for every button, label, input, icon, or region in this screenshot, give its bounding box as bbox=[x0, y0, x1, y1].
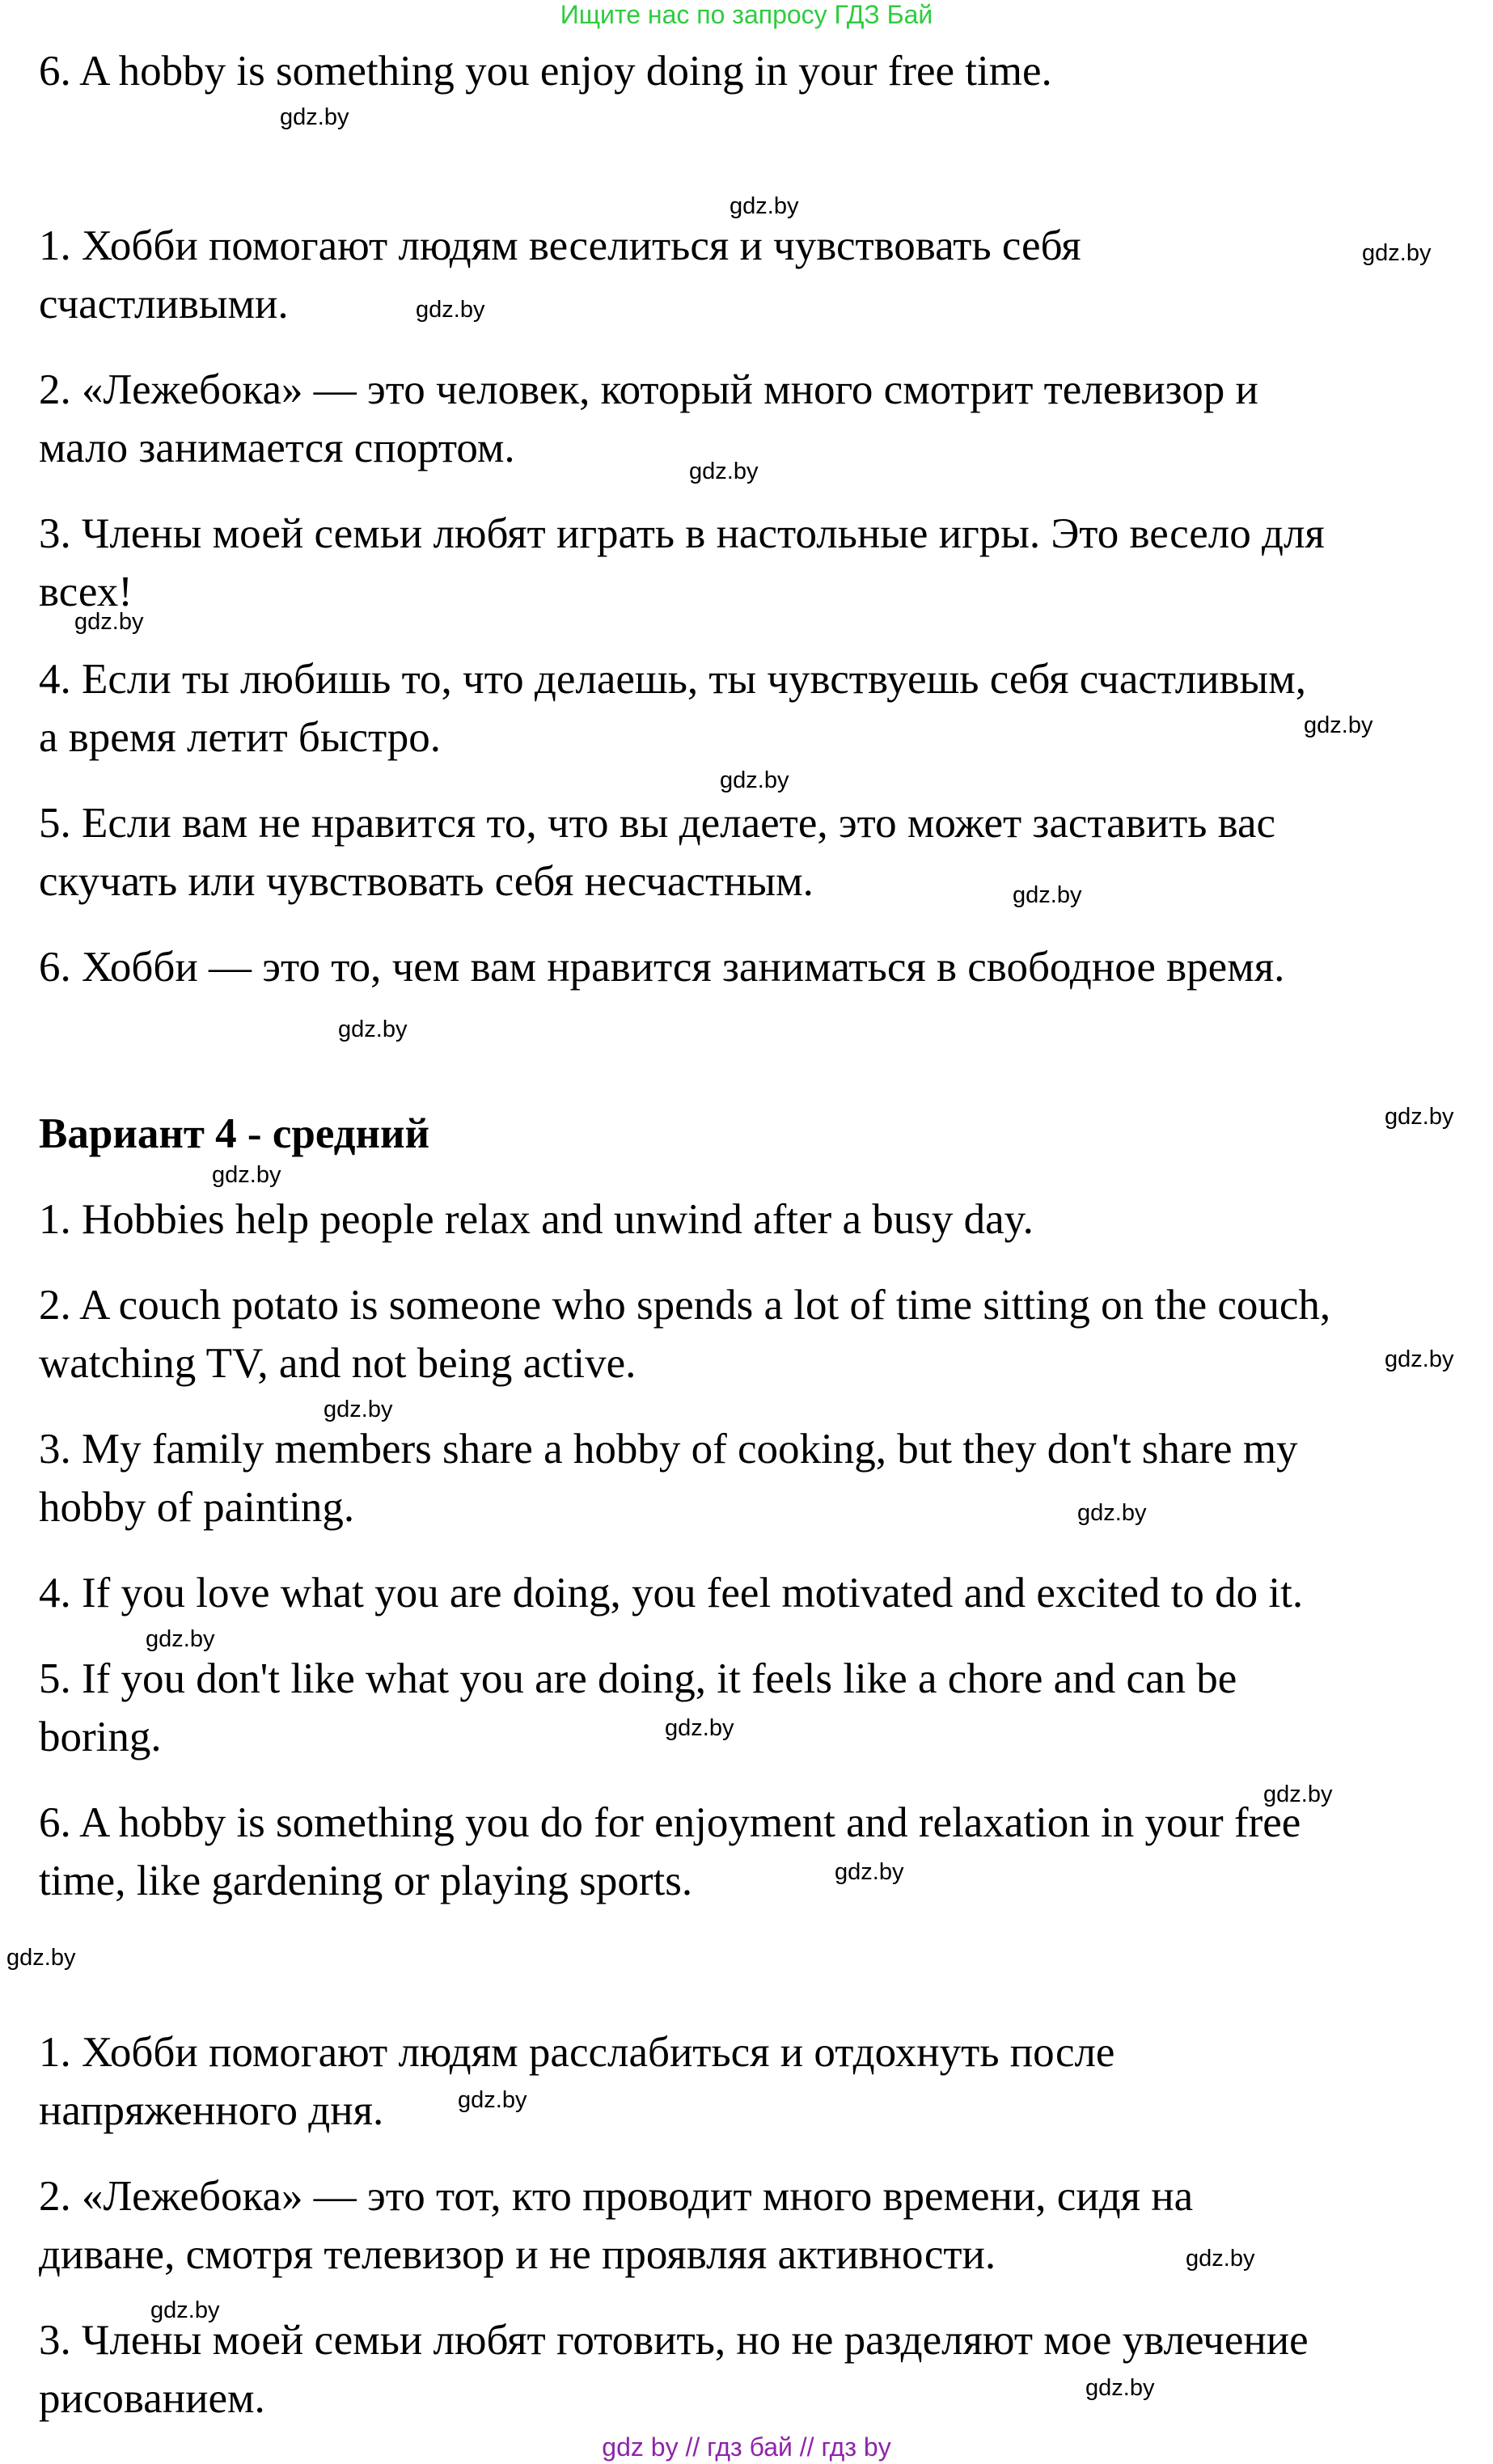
v4-ru-answer-1-line-2: напряженного дня. bbox=[39, 2087, 384, 2134]
watermark: gdz.by bbox=[280, 104, 349, 130]
ru-answer-6: 6. Хобби — это то, чем вам нравится заниматься в свободное время. bbox=[39, 944, 1285, 991]
v4-en-answer-2-line-1: 2. A couch potato is someone who spends a lot of time sitting on the couch, bbox=[39, 1282, 1331, 1329]
watermark: gdz.by bbox=[1385, 1346, 1454, 1372]
v4-en-answer-1: 1. Hobbies help people relax and unwind after a busy day. bbox=[39, 1196, 1034, 1243]
v4-en-answer-6-line-2: time, like gardening or playing sports. bbox=[39, 1858, 693, 1904]
variant-4-heading: Вариант 4 - средний bbox=[39, 1110, 430, 1157]
watermark: gdz.by bbox=[458, 2087, 527, 2113]
watermark: gdz.by bbox=[150, 2297, 220, 2323]
watermark: gdz.by bbox=[720, 767, 789, 793]
v4-en-answer-3-line-1: 3. My family members share a hobby of cooking, but they don't share my bbox=[39, 1426, 1298, 1473]
watermark: gdz.by bbox=[730, 193, 799, 219]
v4-en-answer-5-line-1: 5. If you don't like what you are doing, it feels like a chore and can be bbox=[39, 1655, 1237, 1702]
watermark: gdz.by bbox=[1186, 2246, 1255, 2272]
v4-en-answer-2-line-2: watching TV, and not being active. bbox=[39, 1340, 637, 1387]
ru-answer-2-line-1: 2. «Лежебока» — это человек, который много смотрит телевизор и bbox=[39, 366, 1258, 413]
ru-answer-4-line-2: а время летит быстро. bbox=[39, 714, 442, 761]
v4-en-answer-4: 4. If you love what you are doing, you feel motivated and excited to do it. bbox=[39, 1570, 1304, 1617]
watermark: gdz.by bbox=[324, 1397, 393, 1422]
watermark: gdz.by bbox=[1085, 2375, 1155, 2401]
ru-answer-2-line-2: мало занимается спортом. bbox=[39, 425, 515, 471]
v4-ru-answer-1-line-1: 1. Хобби помогают людям расслабиться и отдохнуть после bbox=[39, 2029, 1115, 2076]
watermark: gdz.by bbox=[1263, 1781, 1333, 1807]
v4-ru-answer-3-line-2: рисованием. bbox=[39, 2375, 265, 2422]
watermark: gdz.by bbox=[146, 1626, 215, 1652]
ru-answer-4-line-1: 4. Если ты любишь то, что делаешь, ты чувствуешь себя счастливым, bbox=[39, 656, 1306, 703]
v4-ru-answer-2-line-1: 2. «Лежебока» — это тот, кто проводит много времени, сидя на bbox=[39, 2173, 1194, 2220]
v4-ru-answer-2-line-2: диване, смотря телевизор и не проявляя активности. bbox=[39, 2231, 996, 2278]
ru-answer-3-line-1: 3. Члены моей семьи любят играть в настольные игры. Это весело для bbox=[39, 510, 1325, 557]
watermark: gdz.by bbox=[1362, 240, 1432, 266]
ru-answer-5-line-2: скучать или чувствовать себя несчастным. bbox=[39, 858, 814, 905]
ru-answer-3-line-2: всех! bbox=[39, 568, 133, 615]
watermark: gdz.by bbox=[1304, 712, 1373, 738]
search-hint-banner[interactable]: Ищите нас по запросу ГДЗ Бай bbox=[560, 0, 933, 29]
watermark: gdz.by bbox=[6, 1945, 76, 1971]
watermark: gdz.by bbox=[835, 1859, 904, 1885]
watermark: gdz.by bbox=[1385, 1104, 1454, 1130]
watermark: gdz.by bbox=[689, 459, 759, 484]
v4-en-answer-3-line-2: hobby of painting. bbox=[39, 1484, 355, 1531]
v4-ru-answer-3-line-1: 3. Члены моей семьи любят готовить, но не разделяют мое увлечение bbox=[39, 2317, 1309, 2364]
v4-en-answer-6-line-1: 6. A hobby is something you do for enjoyment and relaxation in your free bbox=[39, 1799, 1301, 1846]
site-footer-links[interactable]: gdz by // гдз бай // гдз by bbox=[602, 2432, 891, 2462]
ru-answer-1-line-1: 1. Хобби помогают людям веселиться и чувствовать себя bbox=[39, 222, 1081, 269]
ru-answer-1-line-2: счастливыми. bbox=[39, 281, 289, 328]
ru-answer-5-line-1: 5. Если вам не нравится то, что вы делаете, это может заставить вас bbox=[39, 800, 1276, 847]
watermark: gdz.by bbox=[1013, 882, 1082, 908]
v4-en-answer-5-line-2: boring. bbox=[39, 1714, 162, 1760]
en-answer-6: 6. A hobby is something you enjoy doing in your free time. bbox=[39, 48, 1052, 95]
watermark: gdz.by bbox=[338, 1016, 408, 1042]
watermark: gdz.by bbox=[665, 1715, 734, 1741]
watermark: gdz.by bbox=[1077, 1500, 1147, 1526]
watermark: gdz.by bbox=[74, 609, 144, 635]
watermark: gdz.by bbox=[416, 297, 485, 323]
watermark: gdz.by bbox=[212, 1162, 281, 1188]
